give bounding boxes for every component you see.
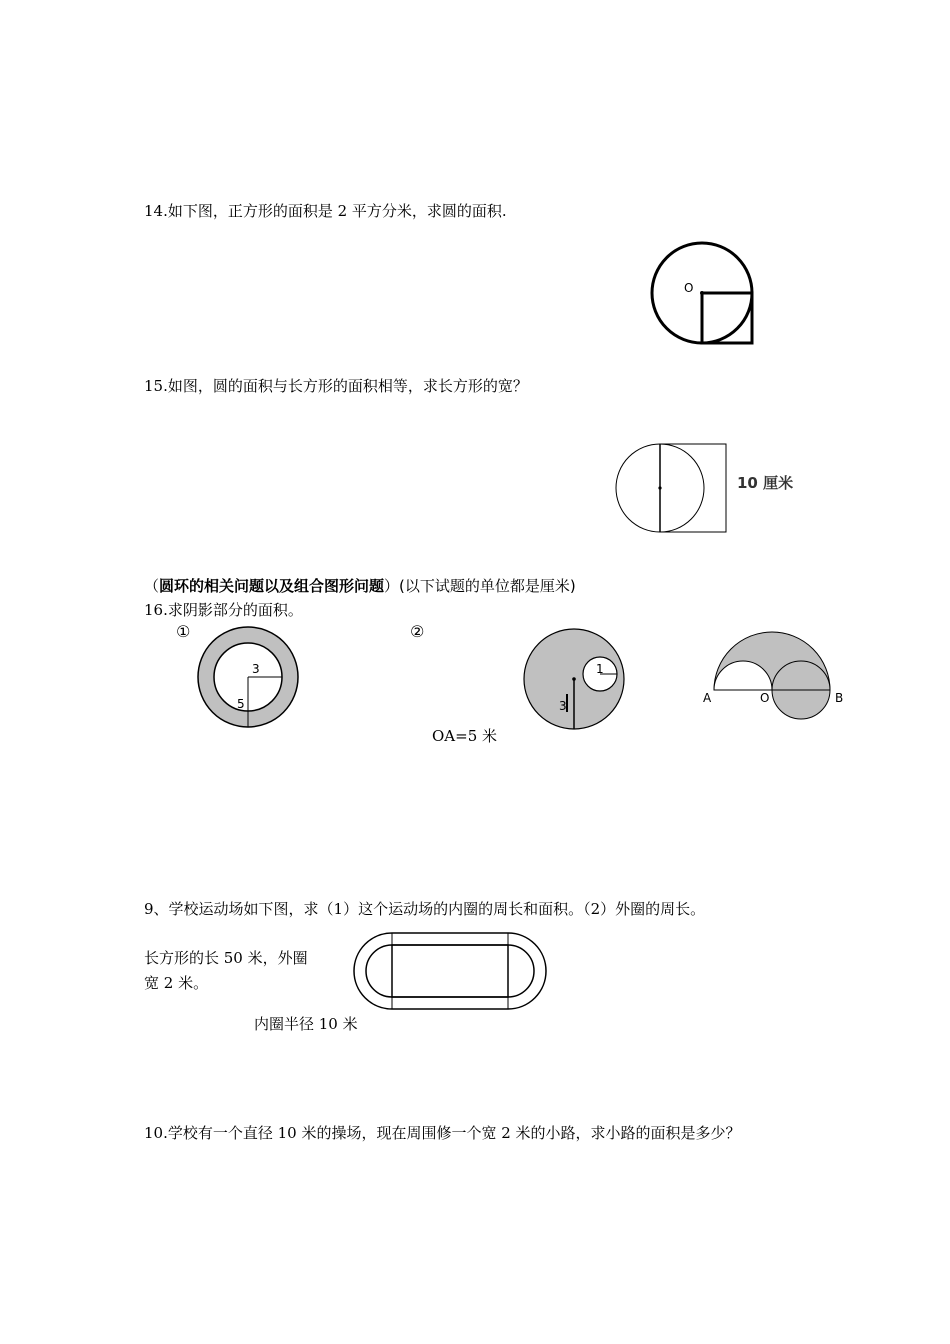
section-note: ）(以下试题的单位都是厘米): [384, 577, 576, 595]
q15-figure: [615, 440, 805, 540]
question-15-text: 15.如图，圆的面积与长方形的面积相等，求长方形的宽？: [144, 377, 528, 395]
question-10-text: 10.学校有一个直径 10 米的操场，现在周围修一个宽 2 米的小路，求小路的面积是多少？: [144, 1124, 741, 1142]
fig3-point-b: B: [835, 691, 844, 705]
q14-center-label: O: [684, 281, 694, 295]
fig2-small-radius: 1: [596, 662, 604, 676]
section-title: 圆环的相关问题以及组合图形问题: [159, 577, 385, 595]
fig1-outer-radius: 5: [237, 697, 245, 711]
fig1-inner-radius: 3: [252, 662, 260, 676]
question-9-text: 9、学校运动场如下图，求（1）这个运动场的内圈的周长和面积。（2）外圈的周长。: [144, 900, 706, 918]
section-open-paren: （: [144, 577, 160, 595]
question-14-text: 14.如下图，正方形的面积是 2 平方分米，求圆的面积.: [144, 202, 507, 220]
question-16-text: 16.求阴影部分的面积。: [144, 601, 303, 619]
q16-figure-3-semicircles: [700, 628, 850, 728]
q16-figure-1-annulus: [194, 626, 304, 736]
fig2-big-radius: 3: [559, 699, 567, 713]
q9-desc-line-1: 长方形的长 50 米，外圈: [144, 949, 308, 967]
q16-figure-2-circle-with-hole: [521, 626, 631, 736]
q9-inner-radius-text: 内圈半径 10 米: [254, 1015, 358, 1033]
fig2-marker: ②: [410, 622, 425, 641]
fig1-marker: ①: [176, 622, 191, 641]
q15-height-label: 10 厘米: [737, 474, 794, 492]
fig3-caption: OA=5 米: [432, 727, 498, 745]
q9-track-figure: [353, 931, 553, 1011]
q14-figure: [650, 241, 760, 351]
section-heading: [144, 576, 576, 596]
fig3-point-o: O: [760, 691, 770, 705]
fig3-point-a: A: [703, 691, 712, 705]
q9-desc-line-2: 宽 2 米。: [144, 974, 209, 992]
